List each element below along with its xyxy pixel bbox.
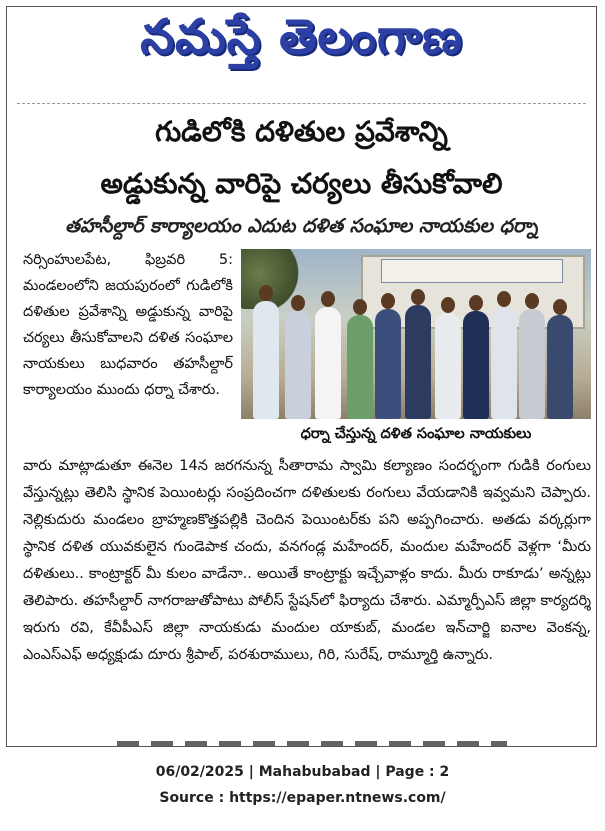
edition-info: 06/02/2025 | Mahabubabad | Page : 2 [155,764,450,780]
photo-person [375,309,401,419]
masthead-divider [17,103,586,104]
clipped-next-line [117,741,507,747]
photo-person [491,307,517,419]
masthead [7,7,596,79]
headline-line-1: గుడిలోకి దళితుల ప్రవేశాన్ని [155,115,448,148]
news-photo [241,249,591,419]
newspaper-clipping [6,6,597,747]
photo-person [347,315,373,419]
photo-person [253,301,279,419]
photo-person [547,315,573,419]
photo-person [285,311,311,419]
article-body: వారు మాట్లాడుతూ ఈనెల 14న జరగనున్న సీతారామ స్వామి కల్యాణం సందర్భంగా గుడికి రంగులు వేస్తున్నట్లు తెలిసి స్థానిక పెయింటర్లు సంప్రదించగా దళితులకు రంగులు వేయడానికి ఇవ్వమని చెప్పారు. నెల్లికుదురు మండలం బ్రాహ్మణకొత్తపల్లికి చెందిన పెయింటర్‌కు పని అప్పగించారు. అతడు వర్కర్లుగా స్థానిక దళిత యువకులైన గుండెపాక చందు, వనగండ్ల మహేందర్, మందుల మహేందర్ వెళ్లగా ‘మీరు దళితులు.. కాంట్రాక్టర్ మీ కులం వాడేనా.. అయితే కాంట్రాక్టు ఇచ్చేవాళ్లం కాదు. మీరు రాకూడు’ అన్నట్లు తెలిపారు. తహసీల్దార్ నాగరాజుతోపాటు పోలీస్ స్టేషన్‌లో ఫిర్యాదు చేశారు. ఎమ్మార్పీఎస్ జిల్లా కార్యదర్శి ఇరుగు రవి, కేవీపీఎస్ జిల్లా నాయకుడు మందుల యాకుబ్, మండల ఇన్‌చార్జి ఐనాల వెంకన్న, ఎంఎస్ఎఫ్ అధ్యక్షుడు దూరు శ్రీపాల్, పరశురాములు, గిరి, సురేష్, రామ్మూర్తి ఉన్నారు. [23,458,591,663]
subheadline: తహసీల్దార్ కార్యాలయం ఎదుట దళిత సంఘాల నాయకుల ధర్నా [65,215,538,237]
photo-person [435,313,461,419]
photo-person [405,305,431,419]
photo-person [463,311,489,419]
photo-person [315,307,341,419]
photo-person [519,309,545,419]
photo-banner [381,259,563,283]
source-link[interactable]: Source : https://epaper.ntnews.com/ [159,790,446,806]
article-intro: నర్సింహులపేట, ఫిబ్రవరి 5: మండలంలోని జయపురంలో గుడిలోకి దళితుల ప్రవేశాన్ని అడ్డుకున్న వారిపై చర్యలు తీసుకోవాలని దళిత సంఘాల నాయకులు బుధవారం తహసీల్దార్ కార్యాలయం ముందు ధర్నా చేశారు. [23,252,233,398]
photo-caption: ధర్నా చేస్తున్న దళిత సంఘాల నాయకులు [300,426,532,442]
masthead-logo: నమస్తే తెలంగాణ [140,9,463,65]
article-body-column [23,453,591,669]
article-intro-column [23,247,233,403]
headline-line-2: అడ్డుకున్న వారిపై చర్యలు తీసుకోవాలి [100,167,503,200]
